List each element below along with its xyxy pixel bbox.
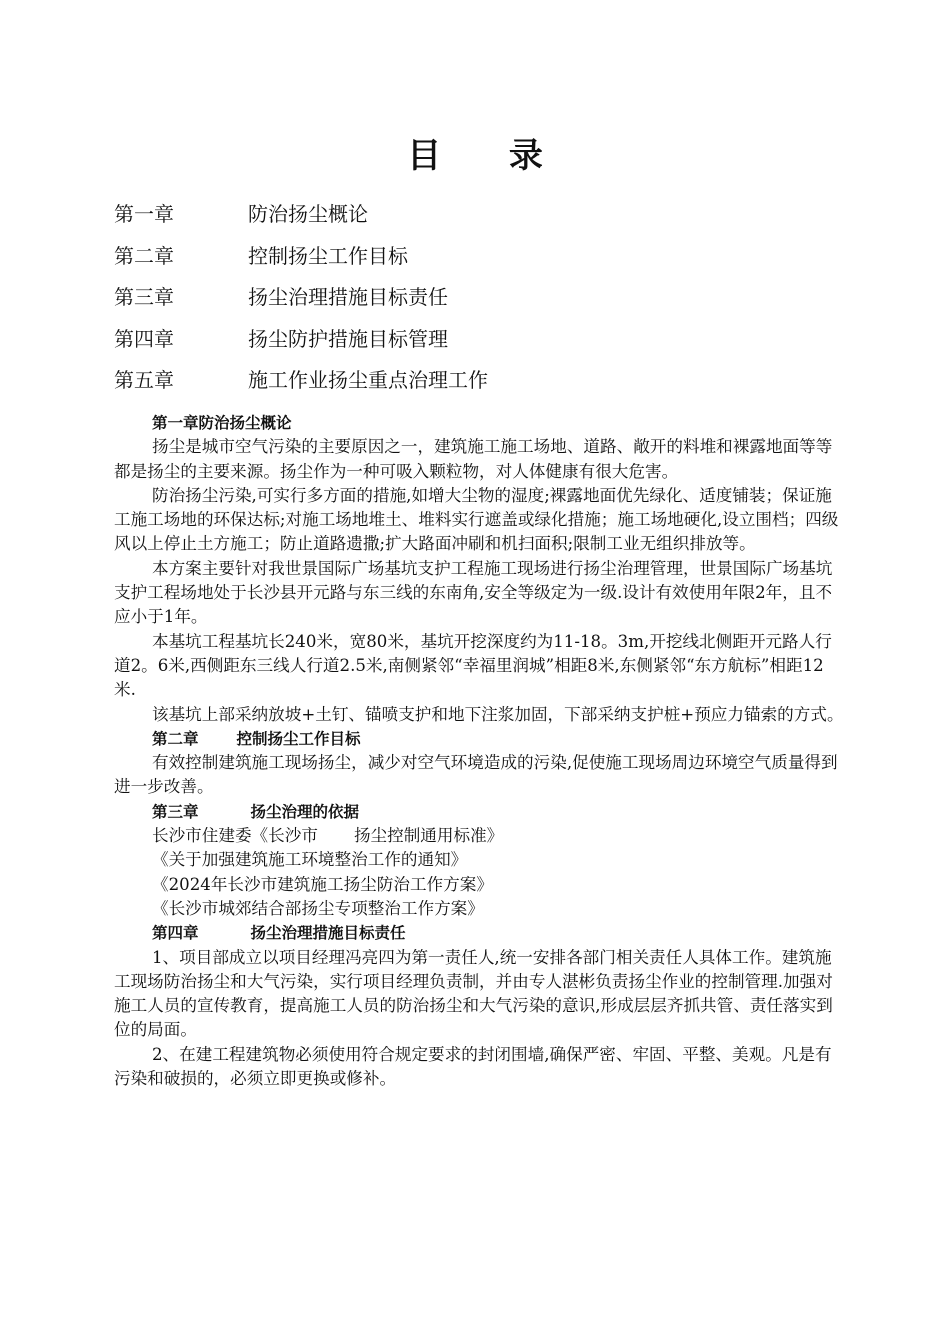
paragraph: 该基坑上部采纳放坡+土钉、锚喷支护和地下注浆加固，下部采纳支护桩+预应力锚索的方式。	[152, 704, 844, 724]
paragraph: 2、在建工程建筑物必须使用符合规定要求的封闭围墙,确保严密、牢固、平整、美观。凡是有污染和破损的，必须立即更换或修补。	[114, 1044, 832, 1089]
reference-part: 扬尘控制通用标准》	[353, 826, 504, 846]
heading-chapter: 第二章	[152, 729, 199, 748]
document-body	[114, 411, 844, 1091]
heading-title: 控制扬尘工作目标	[236, 729, 361, 748]
toc-chapter: 第四章	[114, 326, 174, 351]
paragraph: 1、项目部成立以项目经理冯亮四为第一责任人,统一安排各部门相关责任人具体工作。建筑施工现场防治扬尘和大气污染，实行项目经理负责制，并由专人湛彬负责扬尘作业的控制管理.加强对施工人员的宣传教育，提高施工人员的防治扬尘和大气污染的意识,形成层层齐抓共管、责任落实到位的局面。	[114, 947, 833, 1040]
toc-entry[interactable]	[114, 240, 488, 282]
toc-chapter: 第二章	[114, 243, 174, 268]
paragraph: 防治扬尘污染,可实行多方面的措施,如增大尘物的湿度;裸露地面优先绿化、适度铺装；保证施工施工场地的环保达标;对施工场地堆土、堆料实行遮盖或绿化措施；施工场地硬化,设立围档；四级风以上停止土方施工；防止道路遗撒;扩大路面冲刷和机扫面积;限制工业无组织排放等。	[114, 485, 839, 554]
reference-item: 《长沙市城郊结合部扬尘专项整治工作方案》	[152, 898, 484, 918]
heading-chapter: 第三章	[152, 802, 199, 821]
paragraph: 扬尘是城市空气污染的主要原因之一，建筑施工施工场地、道路、敞开的料堆和裸露地面等等都是扬尘的主要来源。扬尘作为一种可吸入颗粒物，对人体健康有很大危害。	[114, 437, 833, 481]
reference-item: 《关于加强建筑施工环境整治工作的通知》	[152, 850, 468, 870]
toc-chapter: 第一章	[114, 202, 174, 226]
reference-item: 《2024年长沙市建筑施工扬尘防治工作方案》	[152, 874, 493, 894]
section-heading	[114, 800, 844, 824]
paragraph: 本方案主要针对我世景国际广场基坑支护工程施工现场进行扬尘治理管理，世景国际广场基坑支护工程场地处于长沙县开元路与东三线的东南角,安全等级定为一级.设计有效使用年限2年，且不应小于1年。	[114, 558, 833, 627]
paragraph: 本基坑工程基坑长240米，宽80米，基坑开挖深度约为11-18。3m,开挖线北侧距开元路人行道2。6米,西侧距东三线人行道2.5米,南侧紧邻“幸福里润城”相距8米,东侧紧邻“东方航标”相距12米.	[114, 631, 832, 700]
toc-entry[interactable]	[114, 198, 488, 240]
toc-title: 控制扬尘工作目标	[248, 243, 408, 268]
toc-title: 防治扬尘概论	[248, 202, 368, 226]
heading-chapter: 第四章	[152, 924, 199, 943]
section-heading	[114, 727, 844, 751]
toc-entry[interactable]	[114, 281, 488, 323]
toc-entry[interactable]	[114, 364, 488, 406]
toc-chapter: 第三章	[114, 285, 174, 309]
toc-chapter: 第五章	[114, 368, 174, 392]
reference-part: 长沙市住建委《长沙市	[152, 826, 318, 846]
toc-title: 施工作业扬尘重点治理工作	[248, 368, 488, 392]
section-heading	[114, 921, 844, 945]
page-title: 目 录	[407, 136, 571, 176]
toc-title: 扬尘防护措施目标管理	[248, 326, 448, 351]
toc-entry[interactable]	[114, 323, 488, 365]
heading-title: 扬尘治理措施目标责任	[250, 924, 406, 943]
heading-title: 扬尘治理的依据	[250, 802, 360, 821]
paragraph: 有效控制建筑施工现场扬尘，减少对空气环境造成的污染,促使施工现场周边环境空气质量得到进一步改善。	[114, 753, 838, 797]
reference-item	[114, 824, 844, 848]
table-of-contents	[114, 198, 488, 406]
section-heading: 第一章防治扬尘概论	[152, 414, 292, 432]
toc-title: 扬尘治理措施目标责任	[248, 285, 448, 309]
